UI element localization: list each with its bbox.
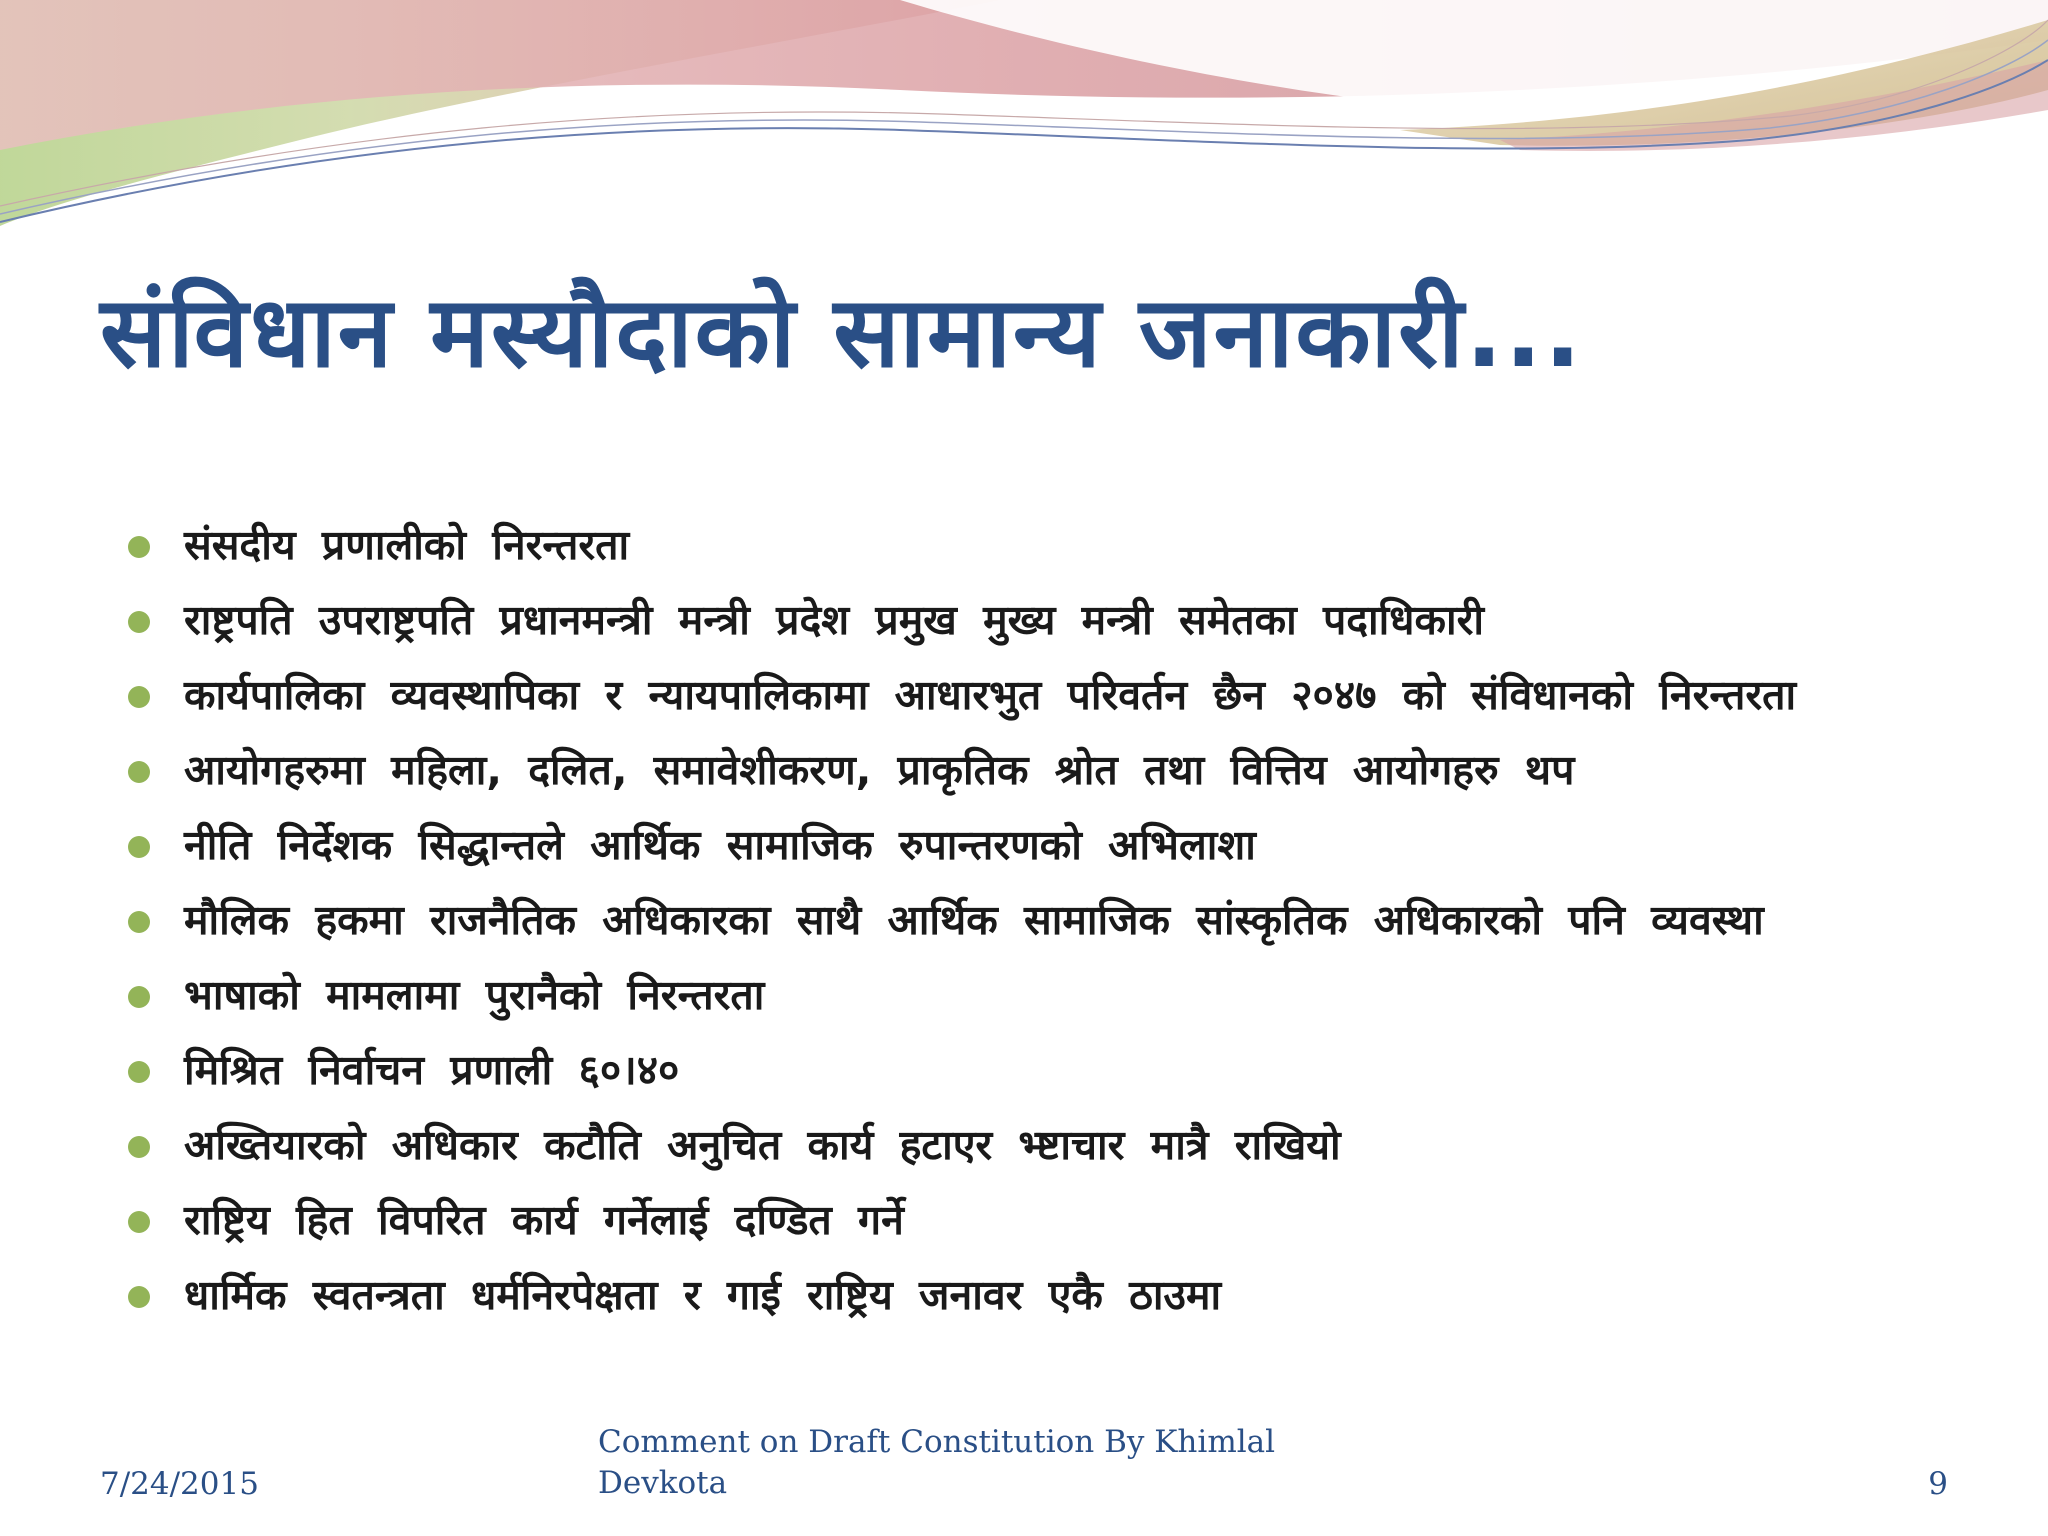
list-item [128, 958, 1988, 1033]
list-item [128, 733, 1988, 808]
page-number: 9 [1928, 1466, 1948, 1502]
bullet-dot-icon [128, 1211, 150, 1233]
list-item [128, 1258, 1988, 1333]
bullet-text: मिश्रित निर्वाचन प्रणाली ६०।४० [184, 1046, 680, 1094]
bullet-dot-icon [128, 1286, 150, 1308]
bullet-text: राष्ट्रपति उपराष्ट्रपति प्रधानमन्त्री मन्त्री प्रदेश प्रमुख मुख्य मन्त्री समेतका पदाधिकारी [184, 596, 1485, 644]
bullet-dot-icon [128, 836, 150, 858]
bullet-text: धार्मिक स्वतन्त्रता धर्मनिरपेक्षता र गाई राष्ट्रिय जनावर एकै ठाउमा [184, 1271, 1222, 1319]
bullet-dot-icon [128, 611, 150, 633]
list-item [128, 583, 1988, 658]
bullet-dot-icon [128, 1061, 150, 1083]
bullet-dot-icon [128, 536, 150, 558]
header-wave-decoration [0, 0, 2048, 240]
bullet-text: अख्तियारको अधिकार कटौति अनुचित कार्य हटाएर भ्ष्टाचार मात्रै राखियो [184, 1121, 1341, 1169]
bullet-list [128, 508, 1988, 1333]
bullet-dot-icon [128, 1136, 150, 1158]
slide-title: संविधान मस्यौदाको सामान्य जनाकारी... [100, 276, 1584, 390]
list-item [128, 883, 1988, 958]
bullet-text: संसदीय प्रणालीको निरन्तरता [184, 521, 630, 569]
list-item [128, 658, 1988, 733]
footer-caption: Comment on Draft Constitution By Khimlal Devkota [598, 1424, 1276, 1501]
bullet-dot-icon [128, 686, 150, 708]
bullet-text: कार्यपालिका व्यवस्थापिका र न्यायपालिकामा आधारभुत परिवर्तन छैन २०४७ को संविधानको निरन्तरता [184, 671, 1797, 719]
list-item [128, 808, 1988, 883]
list-item [128, 1033, 1988, 1108]
bullet-text: नीति निर्देशक सिद्धान्तले आर्थिक सामाजिक रुपान्तरणको अभिलाशा [184, 821, 1256, 869]
list-item [128, 1108, 1988, 1183]
bullet-text: भाषाको मामलामा पुरानैको निरन्तरता [184, 971, 765, 1019]
bullet-dot-icon [128, 986, 150, 1008]
bullet-text: मौलिक हकमा राजनैतिक अधिकारका साथै आर्थिक सामाजिक सांस्कृतिक अधिकारको पनि व्यवस्था [184, 896, 1764, 944]
list-item [128, 508, 1988, 583]
bullet-dot-icon [128, 761, 150, 783]
bullet-dot-icon [128, 911, 150, 933]
bullet-text: राष्ट्रिय हित विपरित कार्य गर्नेलाई दण्डित गर्ने [184, 1196, 904, 1244]
footer-date: 7/24/2015 [100, 1466, 259, 1502]
list-item [128, 1183, 1988, 1258]
bullet-text: आयोगहरुमा महिला, दलित, समावेशीकरण, प्राकृतिक श्रोत तथा वित्तिय आयोगहरु थप [184, 746, 1575, 794]
